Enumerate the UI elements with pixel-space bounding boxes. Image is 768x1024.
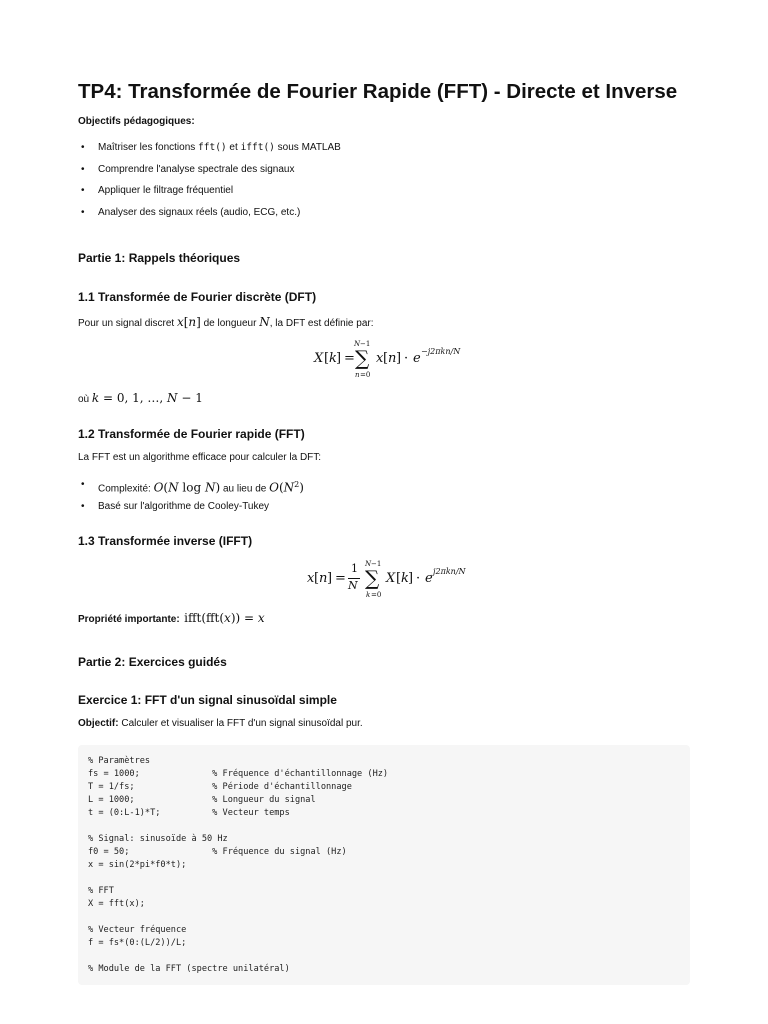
math-inline: x (257, 611, 265, 625)
list-item (78, 479, 304, 495)
math-inline: x (176, 315, 184, 329)
code-content: % Paramètres fs = 1000; % Fréquence d'échantillonnage (Hz) T = 1/fs; % Période d'échantillonnage L = 1000; % Longueur du signal t = (0:L-1)*T; % Vecteur temps % Signal: sinusoïde à 50 Hz f0 = 50; % Fréquence du signal (Hz) x = sin(2*pi*f0*t); % FFT X = fft(x); % Vecteur fréquence f = fs*(0:(L/2))/L; % Module de la FFT (spectre unilatéral) (88, 756, 389, 974)
subsection-heading: 1.3 Transformée inverse (IFFT) (78, 534, 253, 548)
objective-label: Objectif: (78, 718, 119, 729)
bullet-icon: • (81, 142, 85, 153)
paragraph-text: où (78, 394, 90, 405)
section-heading: Partie 2: Exercices guidés (78, 655, 227, 669)
paragraph-text: de longueur (200, 318, 260, 329)
math-inline: N (283, 480, 295, 495)
property-line (78, 609, 265, 627)
list-item-text: au lieu de (220, 483, 270, 495)
math-inline: ) (215, 480, 221, 495)
math-inline: log (178, 480, 205, 495)
objectives-heading: Objectifs pédagogiques: (78, 116, 195, 127)
math-inline: N (168, 480, 179, 495)
math-inline: 2 (294, 480, 300, 489)
paragraph-text: , la DFT est définie par: (269, 318, 374, 329)
ifft-formula: x [ n ] = 1 N N −1 ∑ k =0 X [ k ] · e j2πkn/N (307, 560, 466, 599)
list-item-text: Appliquer le filtrage fréquentiel (98, 185, 234, 196)
math-inline: O (153, 480, 164, 495)
bullet-icon: • (81, 479, 85, 490)
list-item (78, 164, 341, 176)
list-item-text: Complexité: (98, 483, 154, 495)
objectives-list (78, 142, 341, 219)
bullet-icon: • (81, 206, 85, 218)
math-inline: ) (299, 480, 304, 495)
code-block (78, 745, 690, 985)
math-inline: )) = (230, 611, 258, 625)
fft-list (78, 479, 304, 513)
math-inline: ( (163, 480, 169, 495)
dft-formula: X [ k ] = N −1 ∑ n =0 x [ n ] · e −j2πkn/N (314, 340, 461, 379)
subsection-heading: 1.2 Transformée de Fourier rapide (FFT) (78, 427, 305, 441)
list-item-text: Basé sur l'algorithme de Cooley-Tukey (98, 500, 270, 512)
list-item (78, 185, 341, 197)
list-item-text: Analyser des signaux réels (audio, ECG, etc.) (98, 206, 301, 218)
math-inline: O (269, 480, 279, 495)
math-inline: ] (196, 315, 201, 329)
list-item-text: Maîtriser les fonctions (98, 142, 199, 153)
math-inline: = 0, 1, …, (99, 391, 168, 405)
paragraph-text: Calculer et visualiser la FFT d'un signal sinusoïdal pur. (118, 718, 363, 729)
bullet-icon: • (81, 163, 85, 175)
list-item (78, 207, 341, 219)
where-line (78, 391, 203, 405)
math-inline: ifft(fft( (184, 611, 225, 625)
paragraph-text: Pour un signal discret (78, 318, 177, 329)
list-item-text: et (226, 142, 241, 153)
math-inline: [ (183, 315, 189, 329)
math-inline: ( (278, 480, 284, 495)
dft-intro (78, 315, 373, 329)
inline-code: fft() (198, 142, 227, 153)
section-heading: Partie 1: Rappels théoriques (78, 251, 241, 265)
list-item-text: Comprendre l'analyse spectrale des signaux (98, 163, 295, 175)
exercise-heading: Exercice 1: FFT d'un signal sinusoïdal simple (78, 693, 337, 707)
page-title: TP4: Transformée de Fourier Rapide (FFT) - Directe et Inverse (78, 80, 678, 103)
math-inline: x (224, 611, 231, 625)
exercise-objective (78, 718, 363, 729)
inline-code: ifft() (240, 142, 275, 153)
subsection-heading: 1.1 Transformée de Fourier discrète (DFT) (78, 290, 317, 304)
bullet-icon: • (81, 500, 85, 512)
math-inline: N (259, 315, 270, 329)
math-inline: N (167, 391, 178, 405)
paragraph-label: Propriété importante: (78, 614, 180, 625)
fft-intro: La FFT est un algorithme efficace pour calculer la DFT: (78, 452, 322, 463)
list-item (78, 142, 341, 154)
list-item-text: sous MATLAB (274, 142, 341, 153)
math-inline: − 1 (177, 391, 203, 405)
math-inline: n (188, 315, 197, 329)
math-inline: N (204, 480, 216, 495)
list-item (78, 501, 304, 513)
math-inline: k (91, 391, 100, 405)
bullet-icon: • (81, 185, 85, 196)
